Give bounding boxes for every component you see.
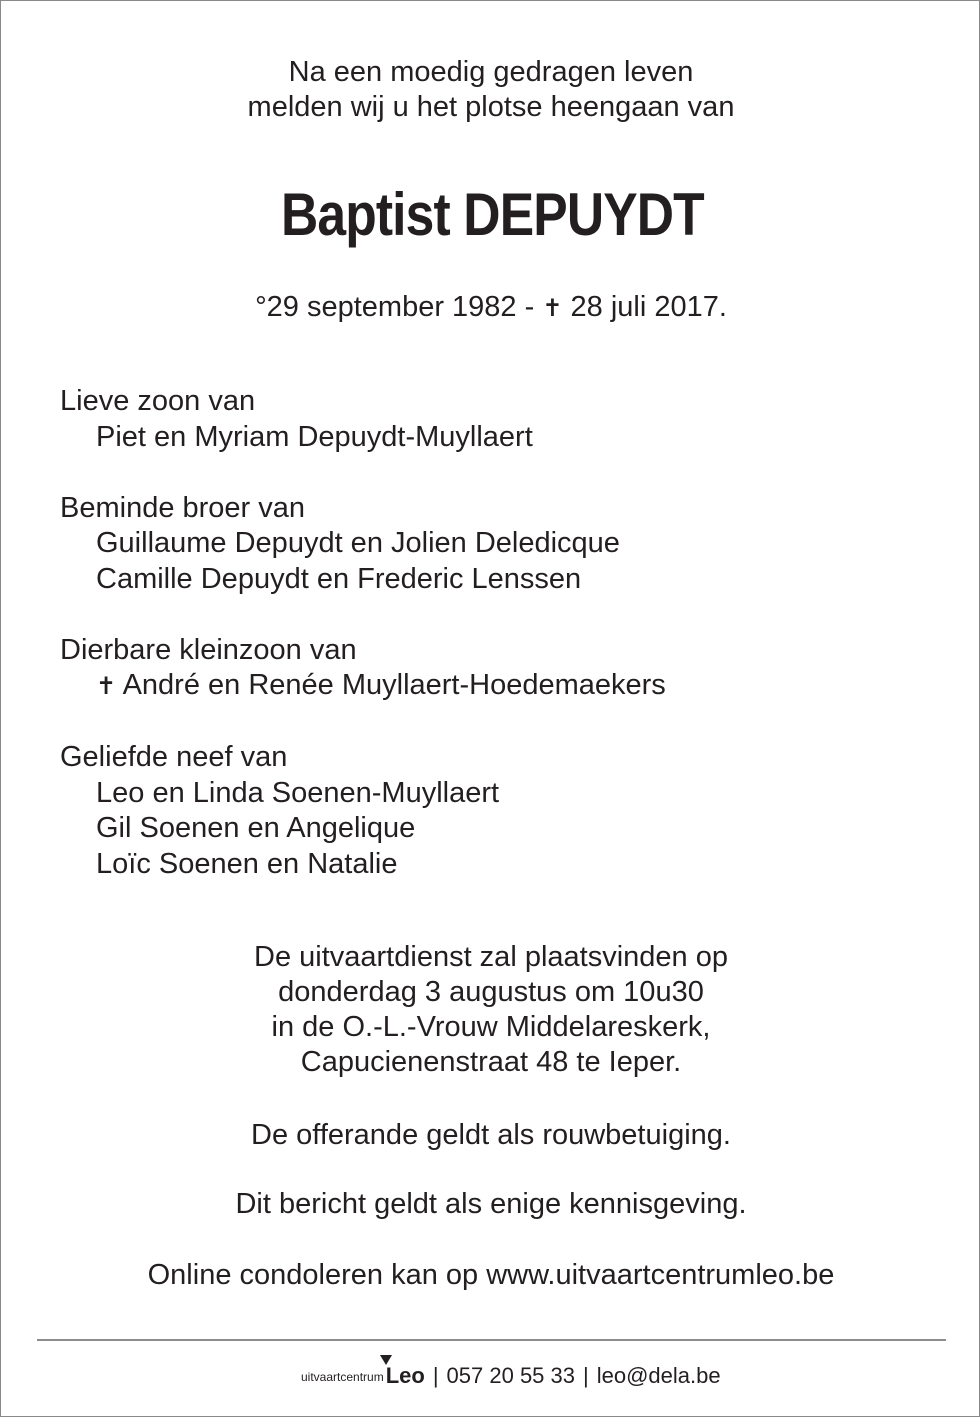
footer-separator: | <box>583 1363 589 1388</box>
deceased-name: Baptist DEPUYDT <box>280 181 704 248</box>
brand-name <box>386 1363 425 1389</box>
relation-name: Leo en Linda Soenen-Muyllaert <box>96 776 500 809</box>
relation-heading: Geliefde neef van <box>60 741 288 773</box>
footer-separator: | <box>432 1363 439 1388</box>
relation-name <box>60 668 666 705</box>
relation-heading: Dierbare kleinzoon van <box>60 633 357 666</box>
cross-icon: ✝ <box>96 673 117 700</box>
relation-group-brother <box>60 491 666 598</box>
family-relations <box>60 384 666 918</box>
relation-name: Guillaume Depuydt en Jolien Deledicque <box>96 527 620 559</box>
intro-line-1: Na een moedig gedragen leven <box>288 56 694 88</box>
service-line-2: donderdag 3 augustus om 10u30 <box>278 976 704 1008</box>
intro-line-2: melden wij u het plotse heengaan van <box>247 91 735 123</box>
logo-triangle-icon <box>380 1355 392 1365</box>
relation-heading: Lieve zoon van <box>60 385 256 417</box>
relation-name-text: André en Renée Muyllaert-Hoedemaekers <box>116 669 666 701</box>
service-line-1: De uitvaartdienst zal plaatsvinden op <box>254 941 728 973</box>
life-dates <box>1 288 980 328</box>
birth-date: °29 september 1982 - <box>255 291 543 323</box>
relation-name: Loïc Soenen en Natalie <box>96 847 398 880</box>
brand-small-text: uitvaartcentrum <box>301 1370 384 1384</box>
relation-group-son <box>60 384 666 455</box>
relation-name: Gil Soenen en Angelique <box>96 812 416 844</box>
funeral-service-info <box>1 940 980 1080</box>
offering-note: De offerande geldt als rouwbetuiging. <box>251 1119 731 1151</box>
intro-text <box>1 55 980 125</box>
relation-group-grandson <box>60 633 666 705</box>
relation-name: Piet en Myriam Depuydt-Muyllaert <box>96 420 533 453</box>
online-condolence-note: Online condoleren kan op www.uitvaartcentrumleo.be <box>147 1259 835 1291</box>
cross-icon: ✝ <box>542 295 563 322</box>
footer-divider <box>37 1339 946 1341</box>
relation-heading: Beminde broer van <box>60 491 306 524</box>
service-line-4: Capucienenstraat 48 te Ieper. <box>300 1046 682 1078</box>
service-line-3: in de O.-L.-Vrouw Middelareskerk, <box>271 1011 711 1043</box>
relation-group-nephew <box>60 740 666 882</box>
footer-email: leo@dela.be <box>596 1363 721 1388</box>
footer <box>301 1353 721 1389</box>
notice-note: Dit bericht geldt als enige kennisgeving. <box>235 1188 747 1220</box>
brand-logo <box>301 1363 425 1389</box>
death-date: 28 juli 2017. <box>562 291 727 323</box>
brand-name-text: Leo <box>385 1363 425 1388</box>
footer-phone: 057 20 55 33 <box>446 1363 576 1388</box>
relation-name: Camille Depuydt en Frederic Lenssen <box>96 562 582 595</box>
